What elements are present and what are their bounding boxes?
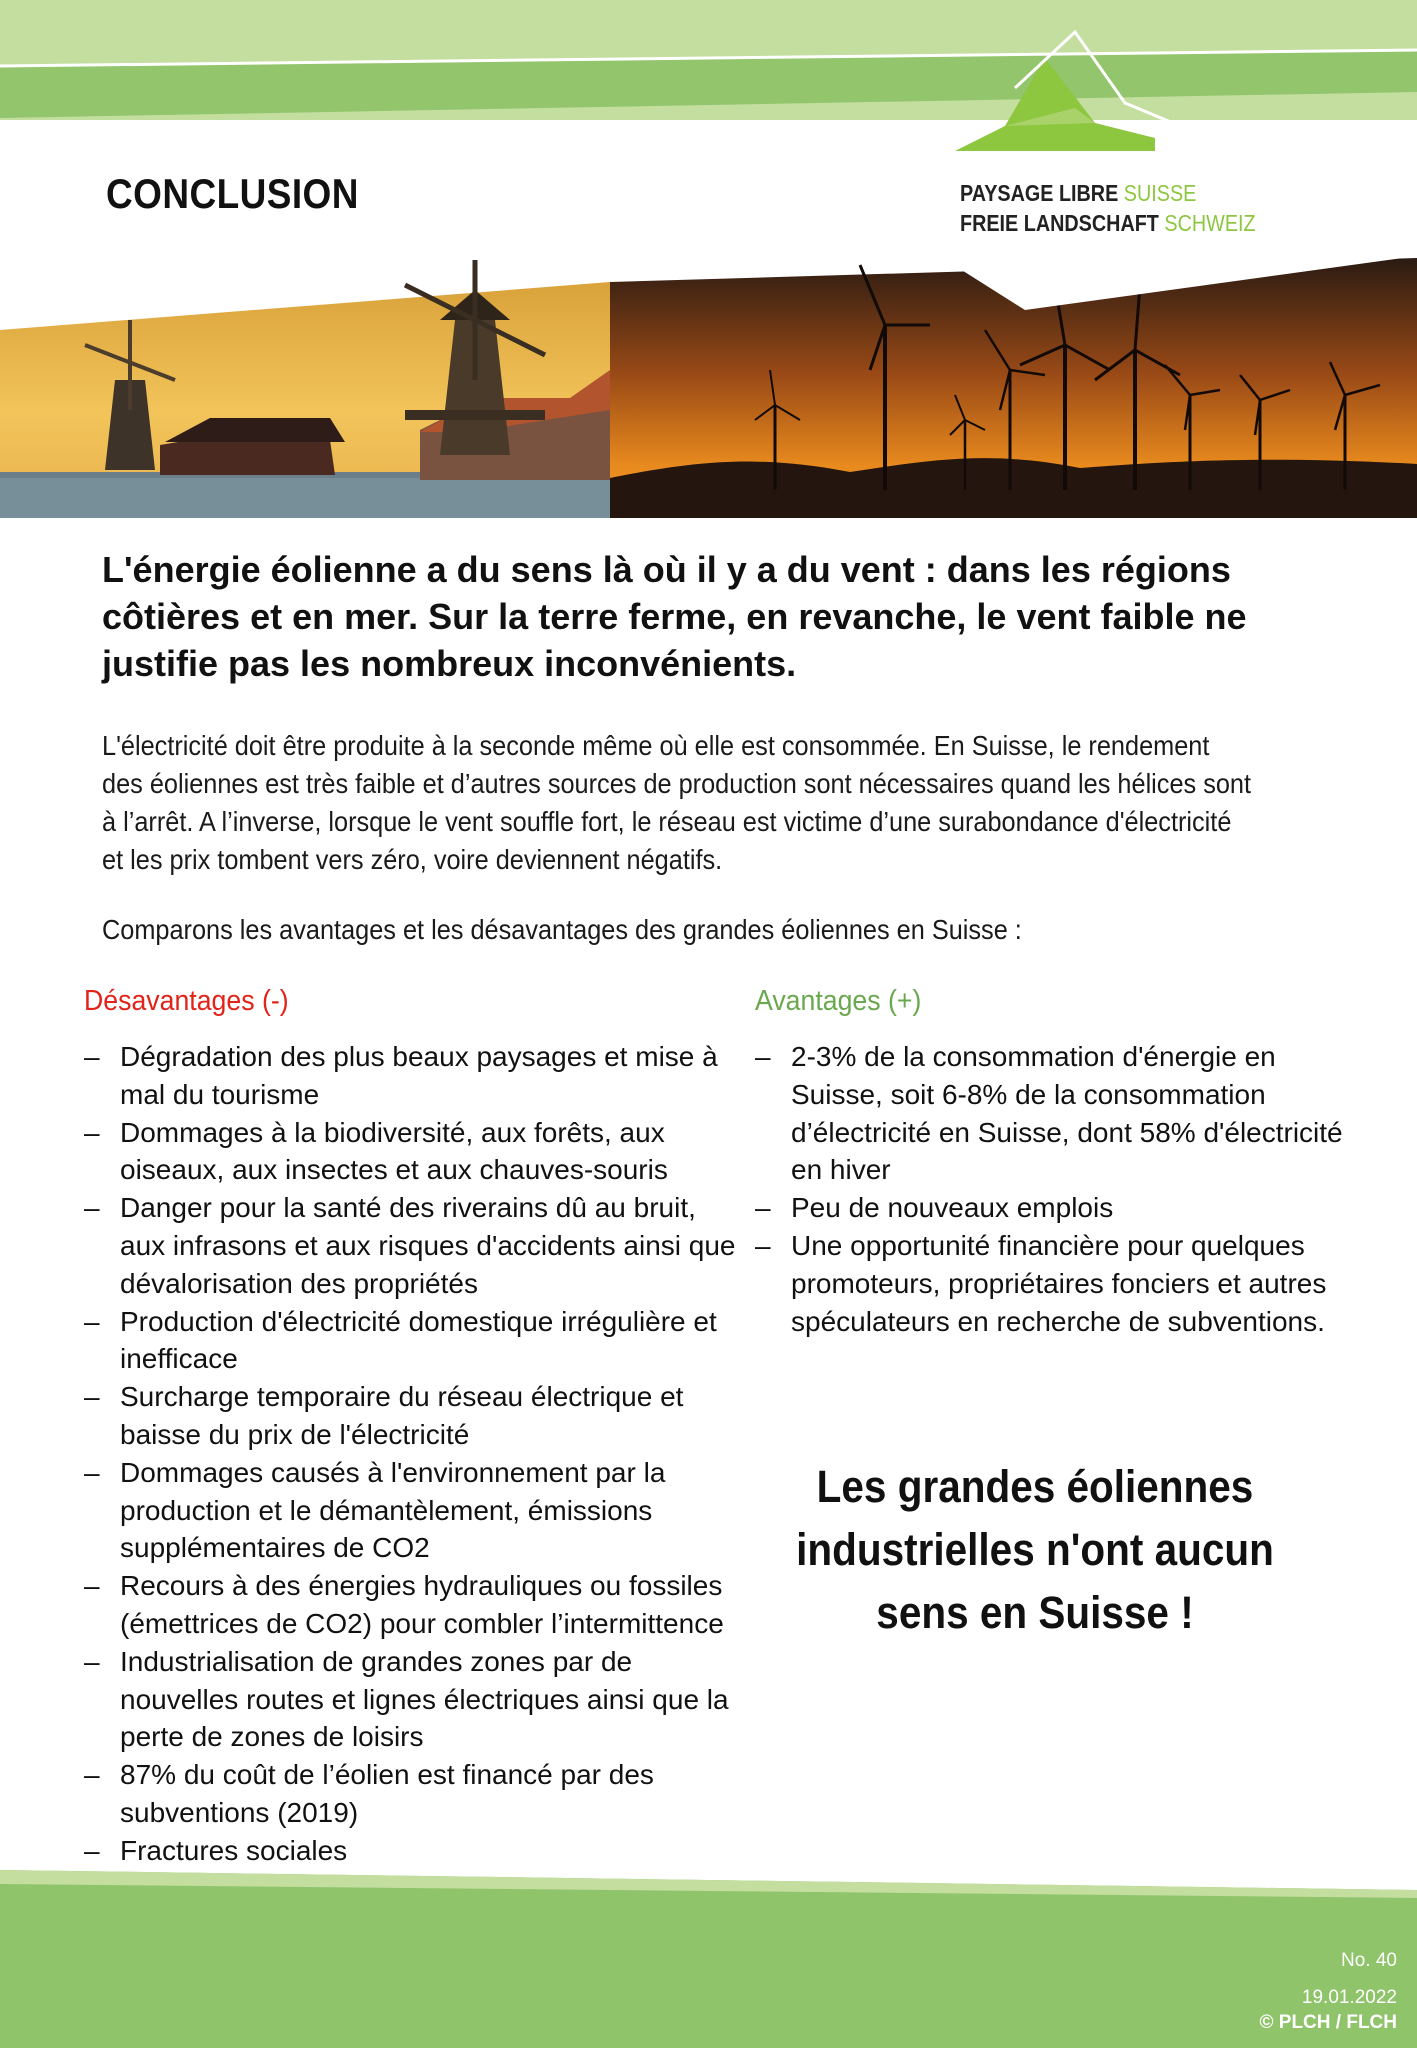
logo-line2-accent: SCHWEIZ (1164, 210, 1256, 236)
copyright: © PLCH / FLCH (1259, 2012, 1397, 2033)
closing-slogan: Les grandes éoliennes industrielles n'ont aucun sens en Suisse ! (796, 1461, 1274, 1638)
list-item: – Production d'électricité domestique irrégulière et inefficace (84, 1303, 744, 1379)
list-item: – Une opportunité financière pour quelques promoteurs, propriétaires fonciers et autres spéculateurs en recherche de subventions. (755, 1227, 1355, 1340)
page-number: No. 40 (1341, 1950, 1397, 1971)
list-item: – 87% du coût de l’éolien est financé par des subventions (2019) (84, 1756, 744, 1832)
intro-paragraph: L'électricité doit être produite à la seconde même où elle est consommée. En Suisse, le rendement des éoliennes est très faible et d’autres sources de production sont nécessaires quand les hélices sont à l’arrêt. A l’inverse, lorsque le vent souffle fort, le réseau est victime d’une surabondance d'électricité et les prix tombent vers zéro, voire deviennent négatifs. (102, 730, 1252, 875)
logo-mountain-icon (955, 28, 1195, 178)
list-item: – Peu de nouveaux emplois (755, 1189, 1355, 1227)
list-item: – Industrialisation de grandes zones par de nouvelles routes et lignes électriques ainsi que la perte de zones de loisirs (84, 1643, 744, 1756)
advantages-list (755, 1038, 1355, 1340)
list-item: – Dommages à la biodiversité, aux forêts, aux oiseaux, aux insectes et aux chauves-souris (84, 1114, 744, 1190)
header-band (0, 0, 1417, 120)
disadvantages-heading: Désavantages (-) (84, 985, 289, 1017)
list-item: – Dommages causés à l'environnement par la production et le démantèlement, émissions supplémentaires de CO2 (84, 1454, 744, 1567)
list-item: – Recours à des énergies hydrauliques ou fossiles (émettrices de CO2) pour combler l’intermittence (84, 1567, 744, 1643)
list-item: – 2-3% de la consommation d'énergie en Suisse, soit 6-8% de la consommation d’électricité en Suisse, dont 58% d'électricité en hiver (755, 1038, 1355, 1189)
footer-band (0, 1870, 1417, 2048)
list-item: – Danger pour la santé des riverains dû au bruit, aux infrasons et aux risques d'accidents ainsi que dévalorisation des propriétés (84, 1189, 744, 1302)
list-item: – Surcharge temporaire du réseau électrique et baisse du prix de l'électricité (84, 1378, 744, 1454)
comparison-intro: Comparons les avantages et les désavantages des grandes éoliennes en Suisse : (102, 914, 1022, 945)
disadvantages-list (84, 1038, 744, 1870)
advantages-heading: Avantages (+) (755, 985, 922, 1017)
logo-line2-main: FREIE LANDSCHAFT (960, 210, 1159, 236)
lead-statement: L'énergie éolienne a du sens là où il y a du vent : dans les régions côtières et en mer. Sur la terre ferme, en revanche, le vent faible ne justifie pas les nombreux inconvénients. (102, 549, 1247, 684)
logo-line1-main: PAYSAGE LIBRE (960, 180, 1119, 206)
publication-date: 19.01.2022 (1301, 1987, 1397, 2008)
list-item: – Dégradation des plus beaux paysages et mise à mal du tourisme (84, 1038, 744, 1114)
logo-text (960, 180, 1304, 237)
list-item: – Fractures sociales (84, 1832, 744, 1870)
page-title: CONCLUSION (106, 170, 359, 217)
logo-line1-accent: SUISSE (1123, 180, 1197, 206)
banner-image (0, 250, 1417, 518)
